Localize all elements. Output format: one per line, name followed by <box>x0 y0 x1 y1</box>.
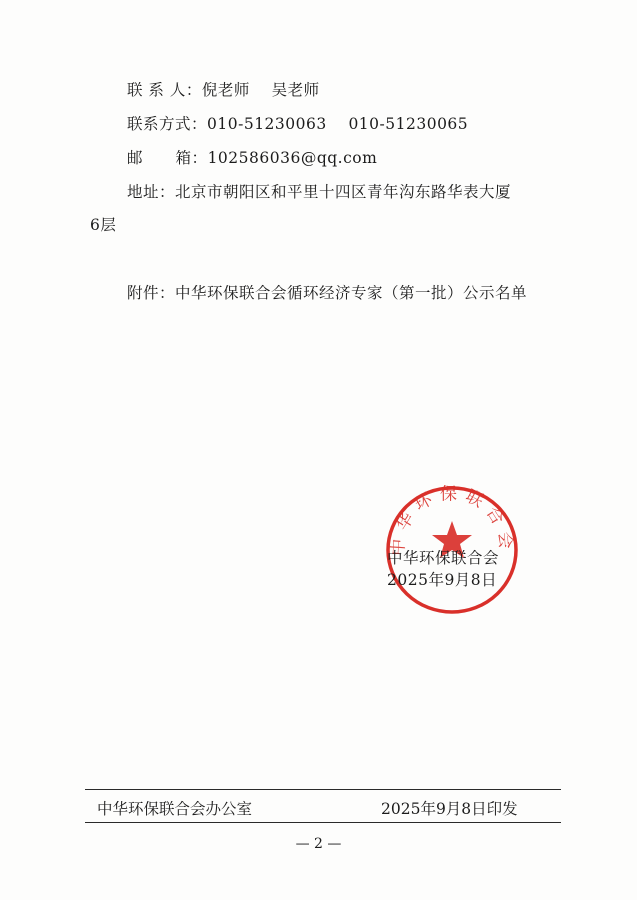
contact-person-line <box>127 78 320 100</box>
address-line-2: 6层 <box>90 216 117 234</box>
contact-method-label: 联系方式： <box>127 115 208 133</box>
footer-top-rule <box>85 789 561 790</box>
contact-method-value: 010-51230063 010-51230065 <box>207 115 469 133</box>
contact-person-label: 联 系 人： <box>127 81 202 99</box>
contact-email-label: 邮 箱： <box>127 149 208 167</box>
footer-bottom-rule <box>85 822 561 823</box>
contact-person-value: 倪老师 吴老师 <box>201 81 320 99</box>
page-number: — 2 — <box>295 836 342 852</box>
attachment-line: 附件：中华环保联合会循环经济专家（第一批）公示名单 <box>127 284 528 302</box>
contact-method-line <box>127 112 468 134</box>
contact-email-line <box>127 146 377 168</box>
footer-office: 中华环保联合会办公室 <box>97 800 253 818</box>
contact-email-value: 102586036@qq.com <box>207 149 378 167</box>
seal-text: 中华环保联合会 <box>388 484 516 557</box>
address-line-1: 地址：北京市朝阳区和平里十四区青年沟东路华表大厦 <box>127 183 512 201</box>
footer-print-date: 2025年9月8日印发 <box>381 800 518 818</box>
signature-date: 2025年9月8日 <box>387 571 498 589</box>
signature-org: 中华环保联合会 <box>387 549 500 567</box>
